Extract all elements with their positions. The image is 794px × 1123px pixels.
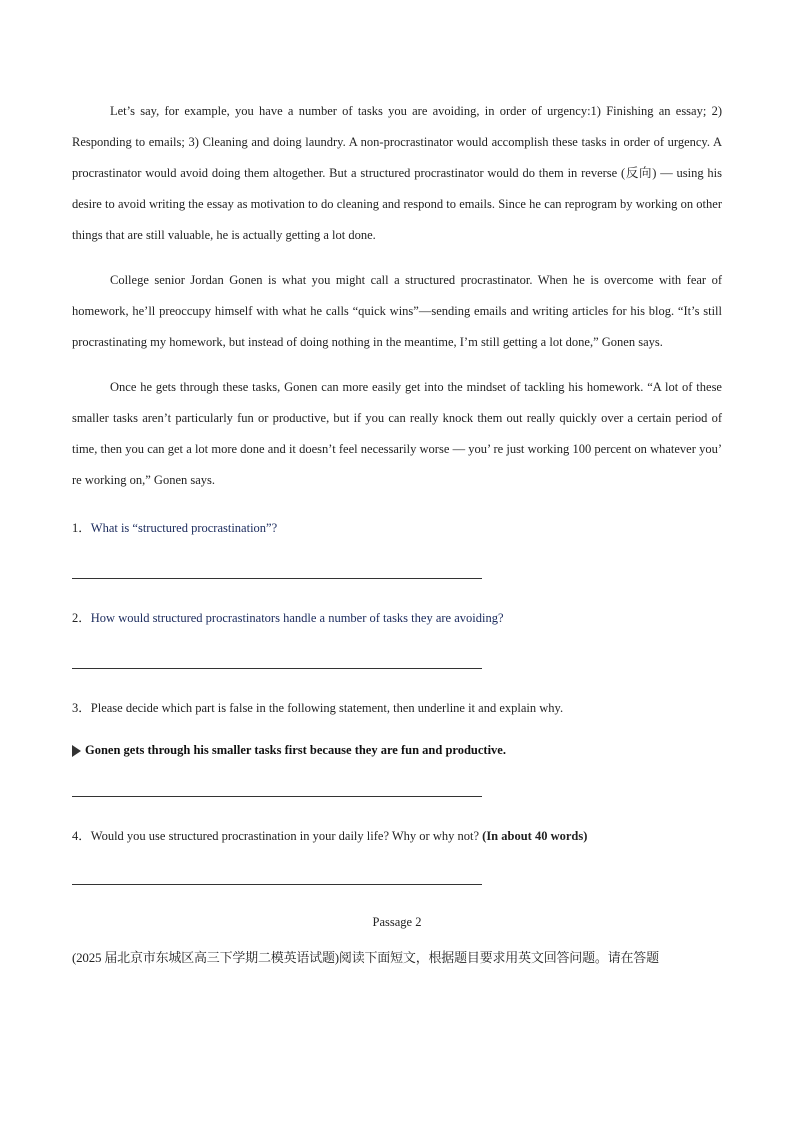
paragraph-2: College senior Jordan Gonen is what you might call a structured procrastinator. When he is overcome with fear of homework, he’ll preoccupy himself with what he calls “quick wins”—sending emails and writing articles for his blog. “It’s still procrastinating my homework, but instead of doing nothing in the meantime, I’m still getting a lot done,” Gonen says. bbox=[72, 273, 722, 349]
word-limit: (In about 40 words) bbox=[482, 829, 588, 843]
question-text: What is “structured procrastination”? bbox=[90, 521, 278, 535]
passage-title: Passage 2 bbox=[372, 915, 422, 929]
paragraph-3: Once he gets through these tasks, Gonen can more easily get into the mindset of tackling his homework. “A lot of these smaller tasks aren’t particularly fun or productive, but if you can really knock them out really quickly over a certain period of time, then you can get a lot more done and it doesn’t feel necessarily worse — you’ re just working 100 percent on whatever you’ re working on,” Gonen says. bbox=[72, 380, 722, 487]
question-number: 2． bbox=[72, 611, 91, 625]
document-page bbox=[72, 96, 722, 966]
statement bbox=[72, 743, 722, 758]
question-2 bbox=[72, 608, 722, 628]
source-instruction: (2025 届北京市东城区高三下学期二模英语试题)阅读下面短文，根据题目要求用英文回答问题。请在答题 bbox=[72, 950, 659, 965]
paragraph-1: Let’s say, for example, you have a number of tasks you are avoiding, in order of urgency:1) Finishing an essay; 2) Responding to emails; 3) Cleaning and doing laundry. A non-procrastinator would accomplish these tasks in order of urgency. A procrastinator would avoid doing them altogether. But a structured procrastinator would do them in reverse (反向) — using his desire to avoid writing the essay as motivation to do cleaning and respond to emails. Since he can reprogram by working on other things that are still valuable, he is actually getting a lot done. bbox=[72, 104, 722, 242]
question-4 bbox=[72, 826, 722, 846]
question-number: 1． bbox=[72, 521, 91, 535]
question-text: Please decide which part is false in the following statement, then underline it and explain why. bbox=[90, 701, 564, 715]
question-1 bbox=[72, 518, 722, 538]
question-text: Would you use structured procrastination in your daily life? Why or why not? bbox=[90, 829, 483, 843]
question-text: How would structured procrastinators handle a number of tasks they are avoiding? bbox=[90, 611, 504, 625]
statement-text: Gonen gets through his smaller tasks first because they are fun and productive. bbox=[85, 743, 506, 757]
question-number: 4． bbox=[72, 829, 91, 843]
question-3 bbox=[72, 698, 722, 718]
arrow-icon bbox=[72, 745, 81, 757]
question-number: 3． bbox=[72, 701, 91, 715]
